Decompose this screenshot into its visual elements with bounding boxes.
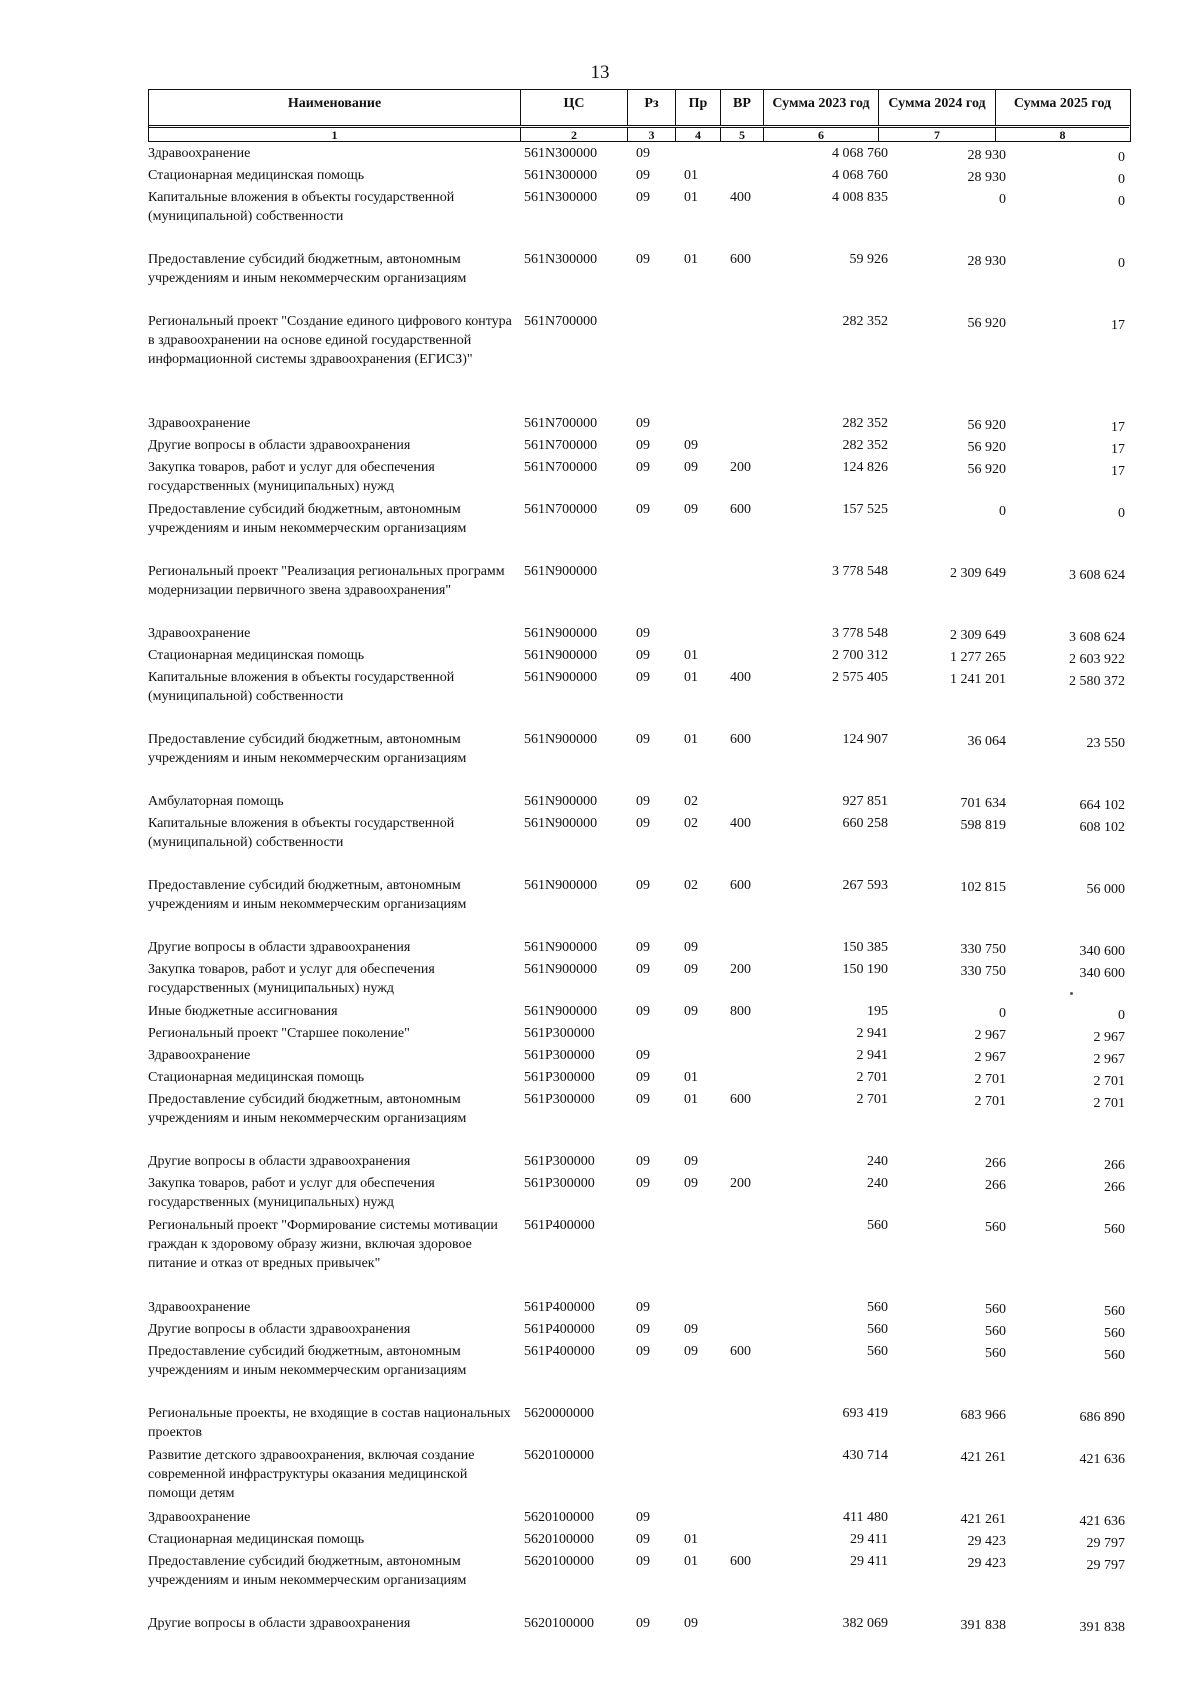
row-sum-2025: 23 550 — [1086, 736, 1125, 751]
row-name: Стационарная медицинская помощь — [148, 1070, 365, 1085]
row-cs: 561N900000 — [524, 670, 598, 685]
row-cs: 5620100000 — [524, 1616, 594, 1631]
header-num-1: 1 — [149, 127, 521, 142]
row-name: Предоставление субсидий бюджетным, автономным учреждениям и иным некоммерческим организациям — [148, 252, 467, 286]
row-sum-2025: 17 — [1111, 420, 1125, 435]
row-sum-2025: 560 — [1104, 1326, 1125, 1341]
header-num-7: 7 — [879, 127, 996, 142]
row-cs: 561P300000 — [524, 1026, 595, 1041]
header-num-6: 6 — [764, 127, 879, 142]
row-sum-2025: 560 — [1104, 1304, 1125, 1319]
row-cs: 561N300000 — [524, 190, 598, 205]
row-rz: 09 — [636, 1532, 650, 1547]
row-cs: 561N900000 — [524, 564, 598, 579]
row-sum-2023: 29 411 — [850, 1554, 888, 1569]
row-sum-2025: 2 967 — [1093, 1030, 1125, 1045]
row-rz: 09 — [636, 670, 650, 685]
row-cs: 5620100000 — [524, 1510, 594, 1525]
row-sum-2023: 240 — [867, 1176, 888, 1191]
row-cs: 561P300000 — [524, 1048, 595, 1063]
row-sum-2023: 2 701 — [856, 1070, 888, 1085]
row-sum-2024: 28 930 — [967, 170, 1006, 185]
row-sum-2025: 0 — [1118, 506, 1125, 521]
row-pr: 09 — [684, 1322, 698, 1337]
row-name: Другие вопросы в области здравоохранения — [148, 1154, 411, 1169]
row-sum-2025: 266 — [1104, 1158, 1125, 1173]
row-sum-2024: 598 819 — [960, 818, 1006, 833]
row-cs: 561N700000 — [524, 416, 598, 431]
row-sum-2023: 560 — [867, 1322, 888, 1337]
row-sum-2025: 2 701 — [1093, 1074, 1125, 1089]
row-sum-2023: 4 008 835 — [832, 190, 888, 205]
row-name: Региональный проект "Формирование системы мотивации граждан к здоровому образу жизни, включая здоровое питание и отказ от вредных привычек" — [148, 1218, 498, 1271]
row-sum-2024: 2 309 649 — [950, 628, 1006, 643]
row-name: Здравоохранение — [148, 626, 251, 641]
row-sum-2024: 1 277 265 — [950, 650, 1006, 665]
row-pr: 01 — [684, 732, 698, 747]
row-sum-2025: 0 — [1118, 194, 1125, 209]
row-cs: 561N900000 — [524, 940, 598, 955]
row-name: Другие вопросы в области здравоохранения — [148, 1616, 411, 1631]
row-sum-2025: 0 — [1118, 172, 1125, 187]
row-sum-2024: 266 — [985, 1156, 1006, 1171]
row-rz: 09 — [636, 502, 650, 517]
page-number: 13 — [590, 62, 610, 83]
row-name: Другие вопросы в области здравоохранения — [148, 940, 411, 955]
row-sum-2024: 2 309 649 — [950, 566, 1006, 581]
row-sum-2023: 4 068 760 — [832, 146, 888, 161]
row-sum-2025: 0 — [1118, 1008, 1125, 1023]
row-sum-2024: 560 — [985, 1220, 1006, 1235]
row-pr: 09 — [684, 1176, 698, 1191]
row-sum-2023: 430 714 — [842, 1448, 888, 1463]
row-sum-2024: 266 — [985, 1178, 1006, 1193]
row-sum-2023: 195 — [867, 1004, 888, 1019]
row-sum-2023: 4 068 760 — [832, 168, 888, 183]
row-sum-2025: 2 580 372 — [1069, 674, 1125, 689]
row-rz: 09 — [636, 190, 650, 205]
row-cs: 561N900000 — [524, 1004, 598, 1019]
row-sum-2024: 28 930 — [967, 254, 1006, 269]
row-sum-2024: 1 241 201 — [950, 672, 1006, 687]
row-name: Капитальные вложения в объекты государственной (муниципальной) собственности — [148, 816, 455, 850]
row-sum-2024: 701 634 — [960, 796, 1006, 811]
row-rz: 09 — [636, 940, 650, 955]
row-cs: 5620100000 — [524, 1554, 594, 1569]
row-name: Закупка товаров, работ и услуг для обеспечения государственных (муниципальных) нужд — [148, 460, 435, 494]
row-sum-2023: 157 525 — [842, 502, 888, 517]
row-cs: 561P400000 — [524, 1344, 595, 1359]
row-cs: 5620100000 — [524, 1448, 594, 1463]
row-sum-2023: 3 778 548 — [832, 626, 888, 641]
row-vr: 600 — [730, 732, 751, 747]
row-sum-2025: 56 000 — [1086, 882, 1125, 897]
row-pr: 01 — [684, 648, 698, 663]
row-name: Предоставление субсидий бюджетным, автономным учреждениям и иным некоммерческим организациям — [148, 502, 467, 536]
row-rz: 09 — [636, 626, 650, 641]
scan-speck — [1070, 992, 1073, 995]
header-num-4: 4 — [676, 127, 721, 142]
row-rz: 09 — [636, 962, 650, 977]
row-vr: 600 — [730, 502, 751, 517]
row-pr: 01 — [684, 1554, 698, 1569]
row-cs: 561N900000 — [524, 626, 598, 641]
row-name: Развитие детского здравоохранения, включая создание современной инфраструктуры оказания медицинской помощи детям — [148, 1448, 475, 1501]
row-sum-2025: 340 600 — [1079, 944, 1125, 959]
row-pr: 09 — [684, 460, 698, 475]
row-sum-2025: 17 — [1111, 464, 1125, 479]
row-vr: 400 — [730, 816, 751, 831]
row-pr: 01 — [684, 1070, 698, 1085]
row-sum-2025: 664 102 — [1079, 798, 1125, 813]
row-sum-2023: 282 352 — [842, 438, 888, 453]
row-sum-2024: 2 701 — [974, 1094, 1006, 1109]
row-sum-2025: 608 102 — [1079, 820, 1125, 835]
row-sum-2025: 17 — [1111, 442, 1125, 457]
row-rz: 09 — [636, 732, 650, 747]
row-sum-2024: 330 750 — [960, 964, 1006, 979]
row-sum-2024: 0 — [999, 1006, 1006, 1021]
row-sum-2024: 683 966 — [960, 1408, 1006, 1423]
row-name: Закупка товаров, работ и услуг для обеспечения государственных (муниципальных) нужд — [148, 962, 435, 996]
row-cs: 561P400000 — [524, 1300, 595, 1315]
row-rz: 09 — [636, 1092, 650, 1107]
row-rz: 09 — [636, 816, 650, 831]
row-rz: 09 — [636, 1154, 650, 1169]
row-sum-2024: 330 750 — [960, 942, 1006, 957]
row-sum-2025: 29 797 — [1086, 1536, 1125, 1551]
row-sum-2024: 29 423 — [967, 1534, 1006, 1549]
row-name: Предоставление субсидий бюджетным, автономным учреждениям и иным некоммерческим организациям — [148, 732, 467, 766]
row-rz: 09 — [636, 794, 650, 809]
row-sum-2023: 560 — [867, 1344, 888, 1359]
row-cs: 561N900000 — [524, 962, 598, 977]
row-sum-2025: 686 890 — [1079, 1410, 1125, 1425]
row-sum-2024: 29 423 — [967, 1556, 1006, 1571]
row-vr: 200 — [730, 1176, 751, 1191]
row-sum-2023: 560 — [867, 1218, 888, 1233]
row-name: Региональные проекты, не входящие в состав национальных проектов — [148, 1406, 511, 1440]
row-name: Предоставление субсидий бюджетным, автономным учреждениям и иным некоммерческим организациям — [148, 878, 467, 912]
row-rz: 09 — [636, 1510, 650, 1525]
row-sum-2023: 3 778 548 — [832, 564, 888, 579]
row-rz: 09 — [636, 168, 650, 183]
row-vr: 600 — [730, 1092, 751, 1107]
row-rz: 09 — [636, 1176, 650, 1191]
row-name: Здравоохранение — [148, 1510, 251, 1525]
row-sum-2023: 2 941 — [856, 1048, 888, 1063]
row-cs: 561N700000 — [524, 314, 598, 329]
row-sum-2025: 17 — [1111, 318, 1125, 333]
row-sum-2025: 3 608 624 — [1069, 630, 1125, 645]
row-sum-2023: 382 069 — [842, 1616, 888, 1631]
row-cs: 561P300000 — [524, 1092, 595, 1107]
row-sum-2023: 267 593 — [842, 878, 888, 893]
row-rz: 09 — [636, 1344, 650, 1359]
row-rz: 09 — [636, 1300, 650, 1315]
row-name: Предоставление субсидий бюджетным, автономным учреждениям и иным некоммерческим организациям — [148, 1344, 467, 1378]
row-sum-2023: 2 941 — [856, 1026, 888, 1041]
row-sum-2025: 391 838 — [1079, 1620, 1125, 1635]
row-sum-2023: 124 826 — [842, 460, 888, 475]
header-cs: ЦС — [521, 90, 628, 125]
row-sum-2024: 28 930 — [967, 148, 1006, 163]
table-header — [148, 89, 1131, 142]
row-cs: 561N300000 — [524, 146, 598, 161]
row-sum-2025: 2 967 — [1093, 1052, 1125, 1067]
row-pr: 09 — [684, 1344, 698, 1359]
row-name: Предоставление субсидий бюджетным, автономным учреждениям и иным некоммерческим организациям — [148, 1092, 467, 1126]
row-name: Другие вопросы в области здравоохранения — [148, 1322, 411, 1337]
row-sum-2025: 2 701 — [1093, 1096, 1125, 1111]
row-pr: 02 — [684, 816, 698, 831]
row-cs: 561P400000 — [524, 1218, 595, 1233]
row-cs: 561N900000 — [524, 648, 598, 663]
row-sum-2024: 2 967 — [974, 1050, 1006, 1065]
row-cs: 561N900000 — [524, 732, 598, 747]
row-rz: 09 — [636, 878, 650, 893]
row-pr: 09 — [684, 962, 698, 977]
row-sum-2023: 2 700 312 — [832, 648, 888, 663]
row-pr: 02 — [684, 794, 698, 809]
row-rz: 09 — [636, 1554, 650, 1569]
row-rz: 09 — [636, 1616, 650, 1631]
row-sum-2025: 340 600 — [1079, 966, 1125, 981]
row-sum-2024: 56 920 — [967, 418, 1006, 433]
header-sum-2024: Сумма 2024 год — [879, 90, 996, 125]
row-sum-2024: 560 — [985, 1346, 1006, 1361]
row-cs: 5620000000 — [524, 1406, 594, 1421]
row-sum-2024: 56 920 — [967, 462, 1006, 477]
row-sum-2023: 29 411 — [850, 1532, 888, 1547]
row-sum-2024: 0 — [999, 504, 1006, 519]
row-pr: 09 — [684, 502, 698, 517]
row-sum-2025: 29 797 — [1086, 1558, 1125, 1573]
row-vr: 800 — [730, 1004, 751, 1019]
row-sum-2023: 2 575 405 — [832, 670, 888, 685]
row-rz: 09 — [636, 648, 650, 663]
header-pr: Пр — [676, 90, 721, 125]
row-pr: 09 — [684, 1616, 698, 1631]
row-cs: 561N900000 — [524, 794, 598, 809]
row-sum-2023: 150 190 — [842, 962, 888, 977]
row-pr: 09 — [684, 1154, 698, 1169]
row-name: Иные бюджетные ассигнования — [148, 1004, 338, 1019]
row-vr: 400 — [730, 190, 751, 205]
header-sum-2025: Сумма 2025 год — [1013, 96, 1112, 111]
row-pr: 09 — [684, 940, 698, 955]
row-sum-2023: 660 258 — [842, 816, 888, 831]
header-num-5: 5 — [721, 127, 764, 142]
row-rz: 09 — [636, 1004, 650, 1019]
row-sum-2024: 2 701 — [974, 1072, 1006, 1087]
row-pr: 01 — [684, 1092, 698, 1107]
row-name: Региональный проект "Реализация региональных программ модернизации первичного звена здравоохранения" — [148, 564, 505, 598]
row-name: Капитальные вложения в объекты государственной (муниципальной) собственности — [148, 670, 455, 704]
row-vr: 200 — [730, 460, 751, 475]
row-name: Здравоохранение — [148, 1048, 251, 1063]
row-sum-2025: 0 — [1118, 256, 1125, 271]
row-cs: 561N900000 — [524, 878, 598, 893]
row-name: Региональный проект "Создание единого цифрового контура в здравоохранении на основе единой государственной информационной системы здравоохранения (ЕГИСЗ)" — [148, 314, 512, 367]
row-cs: 561P300000 — [524, 1070, 595, 1085]
row-sum-2023: 693 419 — [842, 1406, 888, 1421]
row-sum-2025: 2 603 922 — [1069, 652, 1125, 667]
row-rz: 09 — [636, 1070, 650, 1085]
row-sum-2024: 560 — [985, 1324, 1006, 1339]
row-sum-2024: 560 — [985, 1302, 1006, 1317]
row-pr: 01 — [684, 670, 698, 685]
row-name: Здравоохранение — [148, 146, 251, 161]
row-cs: 561P400000 — [524, 1322, 595, 1337]
row-rz: 09 — [636, 252, 650, 267]
row-vr: 600 — [730, 1554, 751, 1569]
header-num-3: 3 — [628, 127, 676, 142]
row-sum-2024: 0 — [999, 192, 1006, 207]
row-rz: 09 — [636, 1322, 650, 1337]
row-sum-2024: 421 261 — [960, 1450, 1006, 1465]
row-pr: 02 — [684, 878, 698, 893]
row-sum-2023: 927 851 — [842, 794, 888, 809]
row-vr: 600 — [730, 878, 751, 893]
row-pr: 09 — [684, 1004, 698, 1019]
row-name: Другие вопросы в области здравоохранения — [148, 438, 411, 453]
row-cs: 5620100000 — [524, 1532, 594, 1547]
row-cs: 561P300000 — [524, 1176, 595, 1191]
row-vr: 400 — [730, 670, 751, 685]
row-sum-2023: 411 480 — [843, 1510, 888, 1525]
row-cs: 561N700000 — [524, 502, 598, 517]
row-sum-2023: 282 352 — [842, 314, 888, 329]
header-num-8: 8 — [996, 127, 1129, 142]
row-name: Капитальные вложения в объекты государственной (муниципальной) собственности — [148, 190, 455, 224]
row-sum-2024: 56 920 — [967, 316, 1006, 331]
header-vr: ВР — [721, 90, 764, 125]
row-pr: 01 — [684, 1532, 698, 1547]
row-name: Амбулаторная помощь — [148, 794, 284, 809]
row-cs: 561P300000 — [524, 1154, 595, 1169]
row-sum-2025: 560 — [1104, 1222, 1125, 1237]
row-sum-2023: 124 907 — [842, 732, 888, 747]
row-rz: 09 — [636, 438, 650, 453]
row-sum-2025: 266 — [1104, 1180, 1125, 1195]
header-name: Наименование — [149, 90, 521, 125]
row-name: Предоставление субсидий бюджетным, автономным учреждениям и иным некоммерческим организациям — [148, 1554, 467, 1588]
header-num-2: 2 — [521, 127, 628, 142]
row-sum-2025: 421 636 — [1079, 1514, 1125, 1529]
row-sum-2024: 2 967 — [974, 1028, 1006, 1043]
row-sum-2025: 3 608 624 — [1069, 568, 1125, 583]
row-sum-2024: 36 064 — [967, 734, 1006, 749]
row-vr: 200 — [730, 962, 751, 977]
row-cs: 561N300000 — [524, 168, 598, 183]
row-rz: 09 — [636, 460, 650, 475]
row-name: Здравоохранение — [148, 1300, 251, 1315]
row-sum-2023: 240 — [867, 1154, 888, 1169]
row-pr: 01 — [684, 168, 698, 183]
row-cs: 561N900000 — [524, 816, 598, 831]
row-sum-2025: 421 636 — [1079, 1452, 1125, 1467]
row-sum-2023: 59 926 — [849, 252, 888, 267]
row-cs: 561N700000 — [524, 460, 598, 475]
row-pr: 09 — [684, 438, 698, 453]
row-rz: 09 — [636, 146, 650, 161]
row-sum-2025: 0 — [1118, 150, 1125, 165]
header-sum-2023: Сумма 2023 год — [764, 90, 879, 125]
row-pr: 01 — [684, 252, 698, 267]
row-sum-2023: 282 352 — [842, 416, 888, 431]
row-sum-2023: 150 385 — [842, 940, 888, 955]
header-rz: Рз — [628, 90, 676, 125]
row-sum-2024: 56 920 — [967, 440, 1006, 455]
row-cs: 561N700000 — [524, 438, 598, 453]
row-name: Стационарная медицинская помощь — [148, 648, 365, 663]
row-sum-2024: 391 838 — [960, 1618, 1006, 1633]
row-vr: 600 — [730, 1344, 751, 1359]
row-sum-2024: 421 261 — [960, 1512, 1006, 1527]
row-sum-2025: 560 — [1104, 1348, 1125, 1363]
row-sum-2023: 560 — [867, 1300, 888, 1315]
row-name: Стационарная медицинская помощь — [148, 168, 365, 183]
header-divider — [149, 125, 1130, 126]
row-pr: 01 — [684, 190, 698, 205]
row-sum-2024: 102 815 — [960, 880, 1006, 895]
row-name: Здравоохранение — [148, 416, 251, 431]
row-sum-2023: 2 701 — [856, 1092, 888, 1107]
row-rz: 09 — [636, 416, 650, 431]
row-name: Региональный проект "Старшее поколение" — [148, 1026, 410, 1041]
row-name: Стационарная медицинская помощь — [148, 1532, 365, 1547]
row-vr: 600 — [730, 252, 751, 267]
row-cs: 561N300000 — [524, 252, 598, 267]
row-rz: 09 — [636, 1048, 650, 1063]
row-name: Закупка товаров, работ и услуг для обеспечения государственных (муниципальных) нужд — [148, 1176, 435, 1210]
